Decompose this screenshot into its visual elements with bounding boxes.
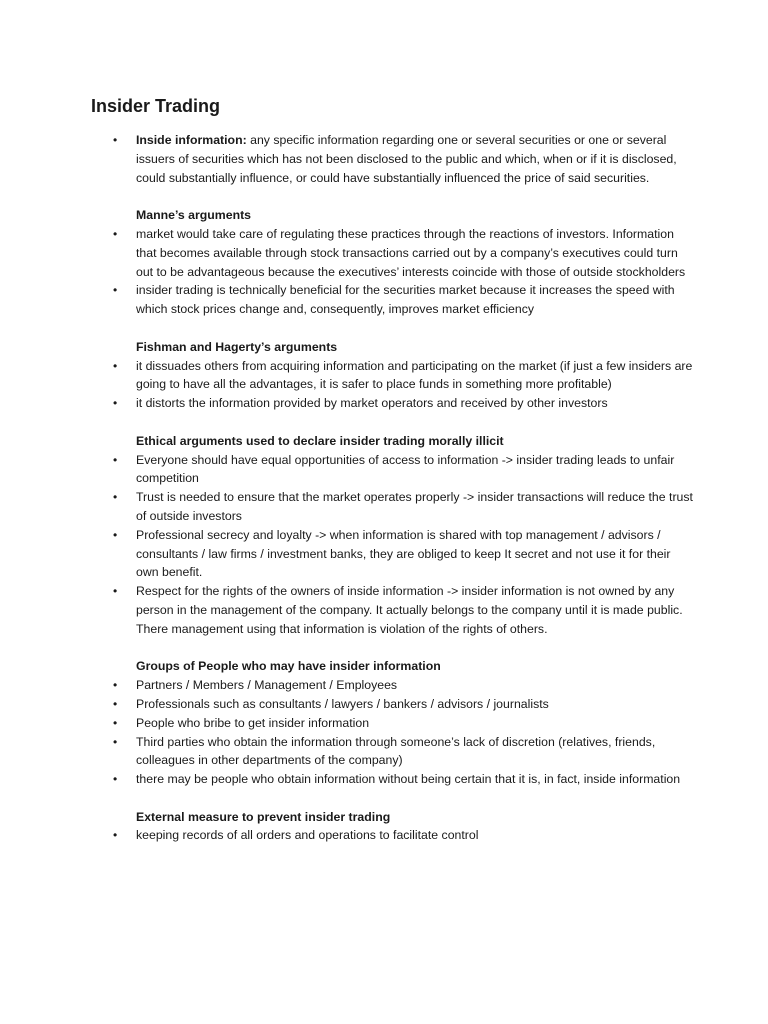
list-item-text: market would take care of regulating these practices through the reactions of investors. Information that becomes available through stock transactions carried out by a company’s executives could turn out to be advantageous because the executives’ interests coincide with those of outside stockholders xyxy=(136,226,686,279)
bullet-icon: • xyxy=(113,226,118,241)
list-item-text: People who bribe to get insider information xyxy=(136,715,370,730)
list-item-text: it dissuades others from acquiring information and participating on the market (if just a few insiders are going to have all the advantages, it is safer to place funds in something more profitable) xyxy=(136,358,693,392)
bullet-icon: • xyxy=(113,828,118,843)
list-item-text: there may be people who obtain information without being certain that it is, in fact, inside information xyxy=(136,772,681,787)
section-heading: Groups of People who may have insider information xyxy=(136,659,441,674)
bullet-icon: • xyxy=(113,452,118,467)
list-item xyxy=(113,394,693,413)
list-item-text: it distorts the information provided by market operators and received by other investors xyxy=(136,396,608,411)
section-list xyxy=(113,826,693,845)
list-item-text: Professionals such as consultants / lawyers / bankers / advisors / journalists xyxy=(136,696,549,711)
list-item xyxy=(113,488,693,526)
list-item xyxy=(113,733,693,771)
document-title: Insider Trading xyxy=(91,96,221,116)
list-item-text: Everyone should have equal opportunities of access to information -> insider trading leads to unfair competition xyxy=(136,452,675,486)
list-item xyxy=(113,695,693,714)
section-list xyxy=(113,451,693,639)
bullet-icon: • xyxy=(113,772,118,787)
section-heading: External measure to prevent insider trading xyxy=(136,809,391,824)
list-item xyxy=(113,451,693,489)
list-item xyxy=(113,826,693,845)
list-item xyxy=(113,714,693,733)
list-item xyxy=(113,770,693,789)
bullet-icon: • xyxy=(113,490,118,505)
document-body xyxy=(113,131,693,845)
list-item xyxy=(113,131,693,187)
list-item xyxy=(113,676,693,695)
list-item xyxy=(113,225,693,281)
bullet-icon: • xyxy=(113,678,118,693)
section-heading: Ethical arguments used to declare insider trading morally illicit xyxy=(136,433,504,448)
definition-text: any specific information regarding one or several securities or one or several issuers of securities which has not been disclosed to the public and which, when or if it is disclosed, could substantially influence, or could have substantially influenced the price of said securities. xyxy=(136,133,677,185)
bullet-icon: • xyxy=(113,734,118,749)
list-item-text: Respect for the rights of the owners of inside information -> insider information is not owned by any person in the management of the company. It actually belongs to the company until it is made public. There management using that information is violation of the rights of others. xyxy=(136,584,683,636)
bullet-icon: • xyxy=(113,283,118,298)
list-item-text: Trust is needed to ensure that the market operates properly -> insider transactions will reduce the trust of outside investors xyxy=(136,490,693,523)
bullet-icon: • xyxy=(113,358,118,373)
bullet-icon: • xyxy=(113,133,118,147)
section-list xyxy=(113,676,693,789)
intro-list xyxy=(113,131,693,187)
section-heading: Fishman and Hagerty’s arguments xyxy=(136,339,338,354)
list-item-text: insider trading is technically beneficial for the securities market because it increases the speed with which stock prices change and, consequently, improves market efficiency xyxy=(136,283,675,317)
bullet-icon: • xyxy=(113,584,118,599)
bullet-icon: • xyxy=(113,696,118,711)
section-heading: Manne’s arguments xyxy=(136,208,252,223)
list-item xyxy=(113,526,693,582)
list-item xyxy=(113,281,693,319)
list-item-text: Professional secrecy and loyalty -> when information is shared with top management / advisors / consultants / law firms / investment banks, they are obliged to keep It secret and not use it for their own benefit. xyxy=(136,527,671,580)
list-item-text: Partners / Members / Management / Employees xyxy=(136,678,398,693)
definition-term: Inside information: xyxy=(136,133,247,147)
bullet-icon: • xyxy=(113,396,118,411)
list-item xyxy=(113,582,693,638)
section-list xyxy=(113,357,693,413)
list-item-text: Third parties who obtain the information through someone’s lack of discretion (relatives, friends, colleagues in other departments of the company) xyxy=(136,734,656,768)
bullet-icon: • xyxy=(113,715,118,730)
list-item-text: keeping records of all orders and operations to facilitate control xyxy=(136,828,479,843)
section-list xyxy=(113,225,693,319)
bullet-icon: • xyxy=(113,527,118,542)
list-item xyxy=(113,357,693,395)
